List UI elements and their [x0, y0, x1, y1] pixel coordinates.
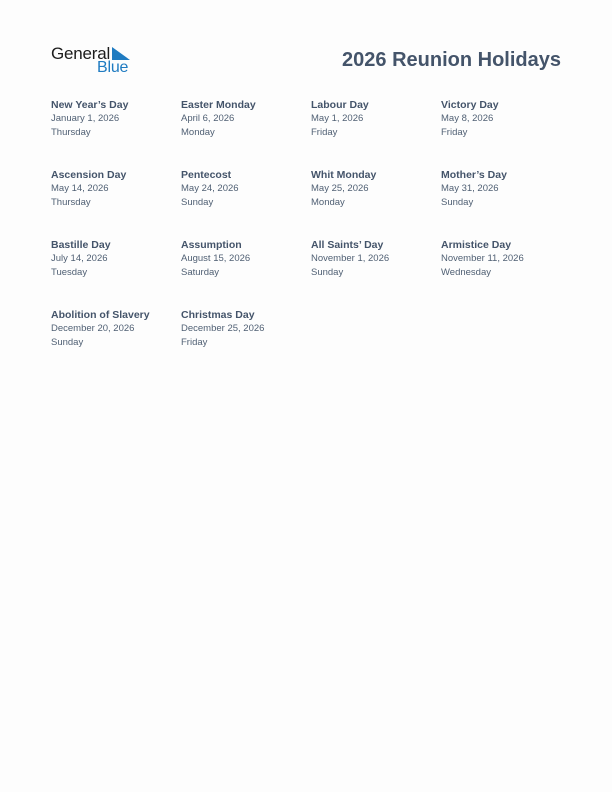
- holiday-date: November 1, 2026: [311, 253, 390, 264]
- holiday-weekday: Tuesday: [51, 266, 88, 278]
- holiday-name: Christmas Day: [181, 309, 255, 321]
- holiday-date: August 15, 2026: [181, 253, 251, 264]
- holiday-weekday: Sunday: [51, 336, 84, 348]
- holiday-date: May 8, 2026: [441, 113, 494, 124]
- holiday-date: January 1, 2026: [51, 113, 120, 124]
- holiday-item: [311, 98, 439, 139]
- holiday-name: Mother’s Day: [441, 169, 507, 181]
- holiday-weekday: Sunday: [311, 266, 344, 278]
- holiday-name: Abolition of Slavery: [51, 309, 150, 321]
- holiday-item: [441, 168, 569, 209]
- holiday-weekday: Friday: [181, 336, 208, 348]
- holiday-weekday: Thursday: [51, 196, 91, 208]
- holiday-date: December 20, 2026: [51, 323, 135, 334]
- holiday-weekday: Friday: [441, 126, 468, 138]
- holiday-item: [51, 168, 179, 209]
- holiday-weekday: Wednesday: [441, 266, 491, 278]
- holiday-item: [311, 168, 439, 209]
- holiday-weekday: Saturday: [181, 266, 220, 278]
- holiday-weekday: Thursday: [51, 126, 91, 138]
- holiday-item: [441, 238, 569, 279]
- holiday-name: All Saints’ Day: [311, 239, 384, 251]
- holiday-name: Ascension Day: [51, 169, 127, 181]
- holiday-date: December 25, 2026: [181, 323, 265, 334]
- holiday-name: Assumption: [181, 239, 242, 251]
- holiday-date: April 6, 2026: [181, 113, 235, 124]
- holiday-item: [51, 238, 179, 279]
- holiday-weekday: Monday: [311, 196, 345, 208]
- holiday-item: [181, 238, 309, 279]
- holiday-item: [441, 98, 569, 139]
- holiday-name: Whit Monday: [311, 169, 377, 181]
- holiday-name: Armistice Day: [441, 239, 512, 251]
- holiday-item: [181, 308, 309, 349]
- holiday-name: Victory Day: [441, 99, 499, 111]
- holiday-name: New Year’s Day: [51, 99, 129, 111]
- holiday-weekday: Sunday: [181, 196, 214, 208]
- holiday-item: [311, 238, 439, 279]
- holiday-date: November 11, 2026: [441, 253, 524, 264]
- holiday-name: Pentecost: [181, 169, 232, 181]
- holiday-date: May 24, 2026: [181, 183, 239, 194]
- holiday-date: May 14, 2026: [51, 183, 109, 194]
- holiday-weekday: Monday: [181, 126, 215, 138]
- page-title: 2026 Reunion Holidays: [342, 49, 561, 71]
- holiday-date: May 1, 2026: [311, 113, 364, 124]
- holiday-weekday: Sunday: [441, 196, 474, 208]
- holiday-date: May 31, 2026: [441, 183, 499, 194]
- logo-text-general: General: [51, 44, 111, 63]
- holiday-name: Bastille Day: [51, 239, 111, 251]
- holiday-name: Labour Day: [311, 99, 369, 111]
- holiday-item: [181, 98, 309, 139]
- holiday-item: [51, 308, 179, 349]
- holiday-item: [181, 168, 309, 209]
- logo-text-blue: Blue: [97, 59, 129, 76]
- holiday-weekday: Friday: [311, 126, 338, 138]
- holiday-name: Easter Monday: [181, 99, 256, 111]
- general-blue-logo: [51, 44, 135, 76]
- holiday-date: July 14, 2026: [51, 253, 108, 264]
- holiday-date: May 25, 2026: [311, 183, 369, 194]
- holiday-item: [51, 98, 179, 139]
